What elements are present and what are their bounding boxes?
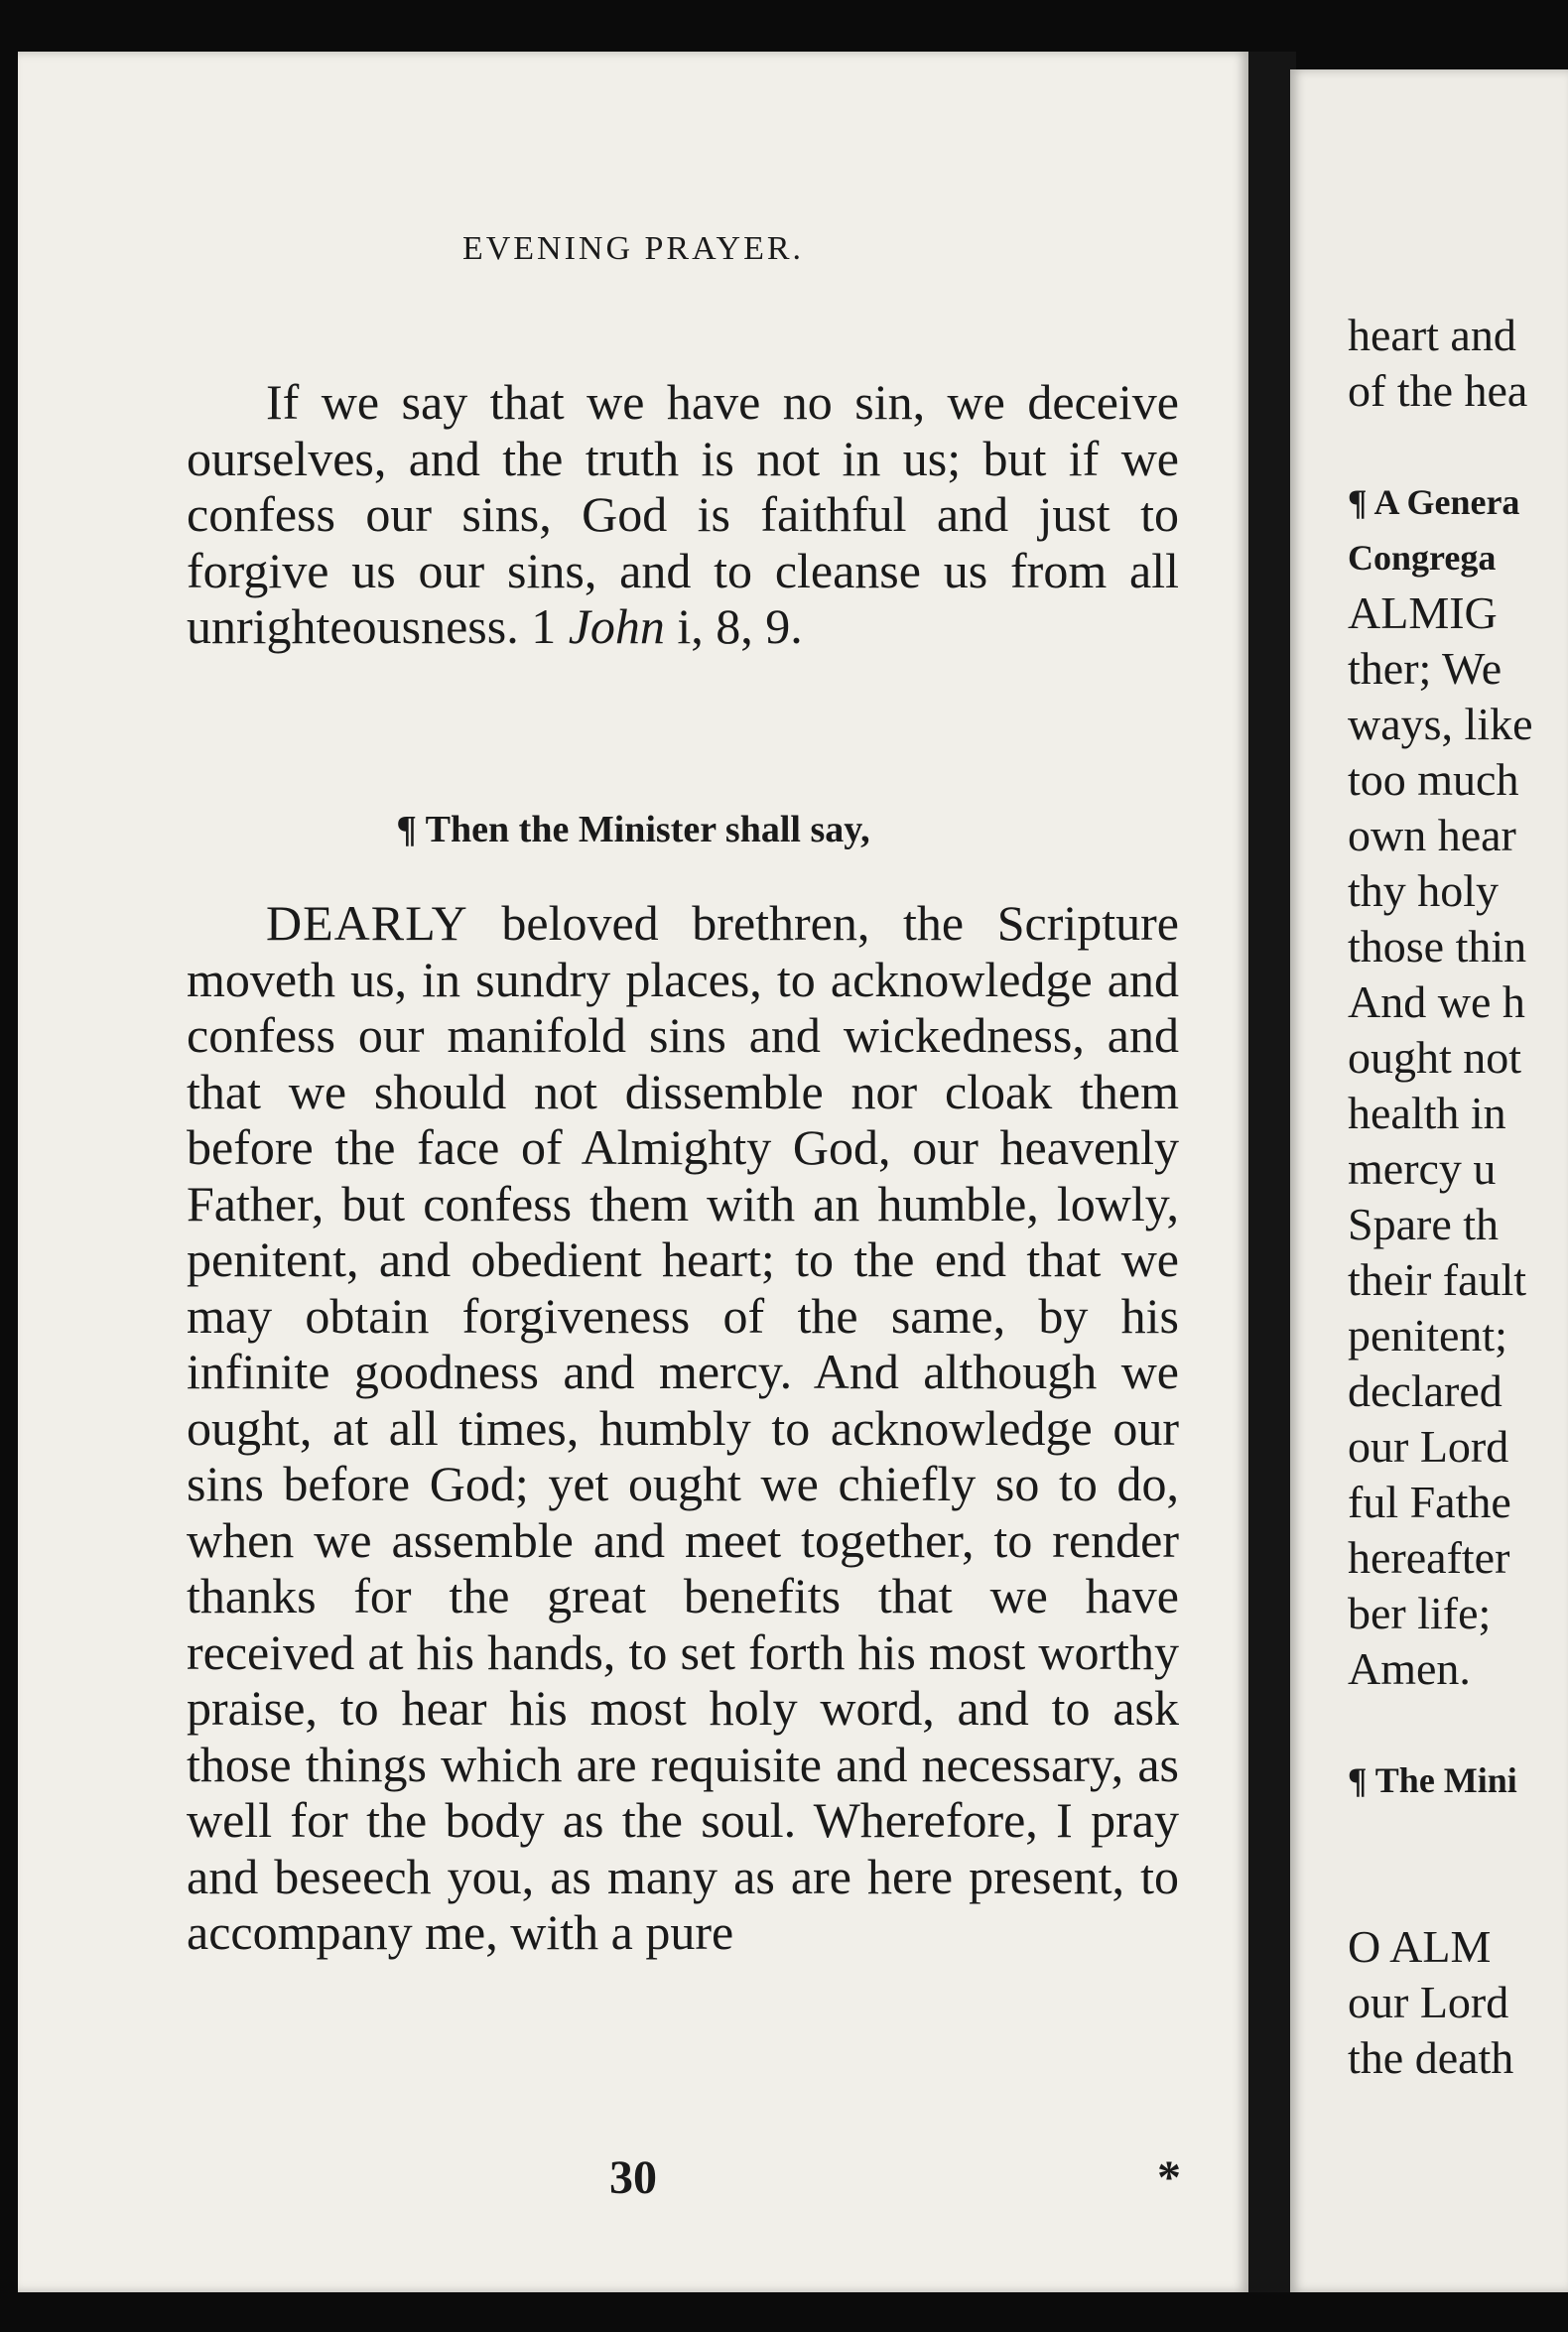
right-line: ful Fathe bbox=[1348, 1477, 1511, 1527]
right-line: thy holy bbox=[1348, 865, 1500, 916]
right-line: their fault bbox=[1348, 1254, 1527, 1305]
right-line: O ALM bbox=[1348, 1921, 1492, 1972]
right-line bbox=[1348, 1808, 1568, 1864]
exhortation bbox=[187, 895, 1179, 1961]
right-line: the death bbox=[1348, 2032, 1514, 2083]
exhortation-lead: DEARLY bbox=[266, 895, 468, 951]
citation-ref: i, 8, 9. bbox=[664, 598, 803, 654]
right-line: And we h bbox=[1348, 976, 1525, 1027]
scripture-sentence bbox=[187, 374, 1179, 655]
right-rubric: Congrega bbox=[1348, 538, 1497, 578]
right-line: own hear bbox=[1348, 810, 1516, 860]
scripture-text: If we say that we have no sin, we deceive ourselves, and the truth is not in us; but if we confess our sins, God is faithful and just to forgive us our sins, and to cleanse us from all unrighteousness. 1 bbox=[187, 374, 1179, 654]
left-page bbox=[18, 52, 1248, 2292]
right-line: heart and bbox=[1348, 310, 1516, 360]
signature-mark: * bbox=[1157, 2151, 1181, 2204]
citation-book: John bbox=[568, 598, 665, 654]
right-line: our Lord bbox=[1348, 1977, 1509, 2027]
right-line: penitent; bbox=[1348, 1310, 1507, 1360]
right-line: those thin bbox=[1348, 921, 1527, 972]
book-gutter bbox=[1248, 52, 1296, 2292]
right-line bbox=[1348, 1697, 1568, 1752]
right-line: Amen. bbox=[1348, 1643, 1471, 1694]
right-line bbox=[1348, 1864, 1568, 1919]
right-page bbox=[1290, 69, 1568, 2292]
right-line: ber life; bbox=[1348, 1588, 1492, 1638]
right-rubric: ¶ A Genera bbox=[1348, 482, 1520, 522]
right-line: declared bbox=[1348, 1365, 1503, 1416]
right-line: mercy u bbox=[1348, 1143, 1497, 1194]
right-line: ought not bbox=[1348, 1032, 1522, 1083]
right-line: our Lord bbox=[1348, 1421, 1509, 1472]
right-line: too much bbox=[1348, 754, 1519, 805]
right-line: Spare th bbox=[1348, 1199, 1500, 1249]
right-line bbox=[1348, 419, 1568, 474]
right-line: ALMIG bbox=[1348, 587, 1498, 638]
right-line: ways, like bbox=[1348, 699, 1533, 749]
page-number: 30 bbox=[609, 2151, 657, 2204]
right-rubric: ¶ The Mini bbox=[1348, 1760, 1517, 1800]
right-line: health in bbox=[1348, 1088, 1506, 1138]
running-head: EVENING PRAYER. bbox=[461, 230, 805, 267]
right-page-text bbox=[1348, 308, 1568, 2086]
right-line: ther; We bbox=[1348, 643, 1503, 694]
exhortation-text: beloved brethren, the Scripture moveth us, in sundry places, to acknowledge and confess our manifold sins and wickedness, and that we should not dissemble nor cloak them before the face of Almighty God, our heavenly Father, but confess them with an humble, lowly, penitent, and obedient heart; to the end that we may obtain forgiveness of the same, by his infinite goodness and mercy. And although we ought, at all times, humbly to acknowledge our sins before God; yet ought we chiefly so to do, when we assemble and meet together, to render thanks for the great benefits that we have received at his hands, to set forth his most worthy praise, to hear his most holy word, and to ask those things which are requisite and necessary, as well for the body as the soul. Wherefore, I pray and beseech you, as many as are here present, to accompany me, with a pure bbox=[187, 895, 1179, 1960]
right-line: hereafter bbox=[1348, 1532, 1510, 1583]
rubric: ¶ Then the Minister shall say, bbox=[396, 809, 870, 850]
right-line: of the hea bbox=[1348, 365, 1528, 416]
